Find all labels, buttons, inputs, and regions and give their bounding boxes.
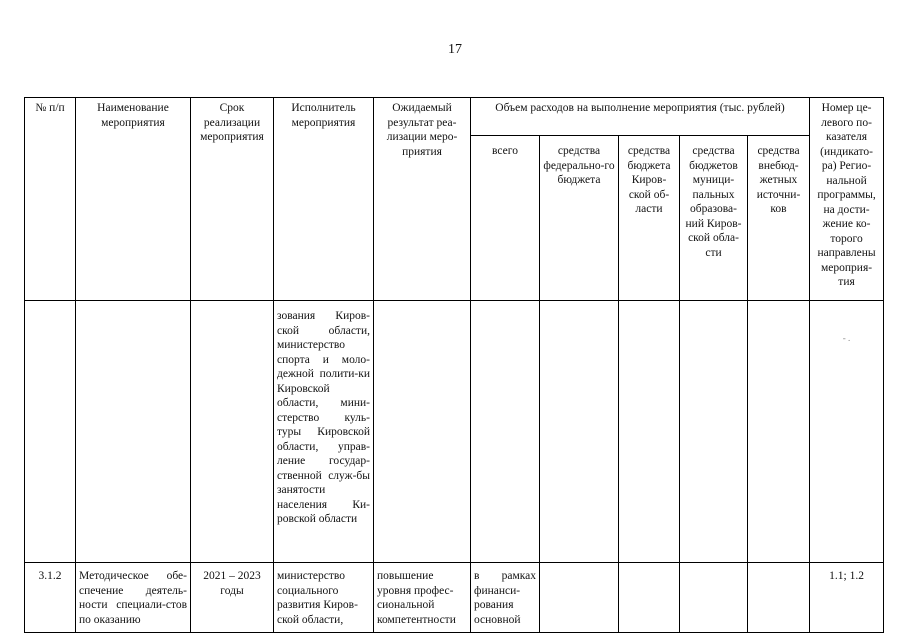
cell-municipal xyxy=(680,301,748,563)
cell-executor: зования Киров-ской области, министерство спорта и моло-дежной полити-ки Кировской области, мини-стерство куль-туры Кировской области, управ-ление государ-ственной служ-бы занятости населения Ки-ровской области xyxy=(274,301,374,563)
cell-period xyxy=(191,301,274,563)
cell-regional xyxy=(619,563,680,633)
header-municipal: средства бюджетов муници-пальных образова-ний Киров-ской обла-сти xyxy=(680,136,748,301)
header-federal: средства федерально-го бюджета xyxy=(540,136,619,301)
table-row-continuation xyxy=(25,301,884,563)
header-num: № п/п xyxy=(25,98,76,301)
cell-total xyxy=(471,301,540,563)
table-row-3-1-2 xyxy=(25,563,884,633)
page-number: 17 xyxy=(448,42,462,57)
header-executor: Исполнитель мероприятия xyxy=(274,98,374,301)
cell-result: повышение уровня профес-сиональной компетентности xyxy=(374,563,471,633)
header-name: Наименование мероприятия xyxy=(76,98,191,301)
cell-regional xyxy=(619,301,680,563)
cell-num: 3.1.2 xyxy=(25,563,76,633)
header-volume-group: Объем расходов на выполнение мероприятия (тыс. рублей) xyxy=(471,98,810,136)
header-extra: средства внебюд-жетных источни-ков xyxy=(748,136,810,301)
cell-name xyxy=(76,301,191,563)
cell-executor: министерство социального развития Киров-ской области, xyxy=(274,563,374,633)
cell-municipal xyxy=(680,563,748,633)
cell-federal xyxy=(540,563,619,633)
table-header-row xyxy=(25,98,884,136)
indicator-mark: - . xyxy=(842,333,851,343)
header-total: всего xyxy=(471,136,540,301)
cell-result xyxy=(374,301,471,563)
measures-table xyxy=(24,97,884,633)
header-regional: средства бюджета Киров-ской об-ласти xyxy=(619,136,680,301)
cell-federal xyxy=(540,301,619,563)
header-indicator: Номер це-левого по-казателя (индикато-ра) Регио-нальной программы, на дости-жение ко-торого направлены мероприя-тия xyxy=(810,98,884,301)
header-period: Срок реализации мероприятия xyxy=(191,98,274,301)
cell-indicator: 1.1; 1.2 xyxy=(810,563,884,633)
cell-total: в рамках финанси-рования основной xyxy=(471,563,540,633)
cell-name: Методическое обе-спечение деятель-ности специали-стов по оказанию xyxy=(76,563,191,633)
cell-extra xyxy=(748,301,810,563)
header-result: Ожидаемый результат реа-лизации меро-приятия xyxy=(374,98,471,301)
cell-indicator xyxy=(810,301,884,563)
cell-period: 2021 – 2023 годы xyxy=(191,563,274,633)
cell-extra xyxy=(748,563,810,633)
cell-num xyxy=(25,301,76,563)
